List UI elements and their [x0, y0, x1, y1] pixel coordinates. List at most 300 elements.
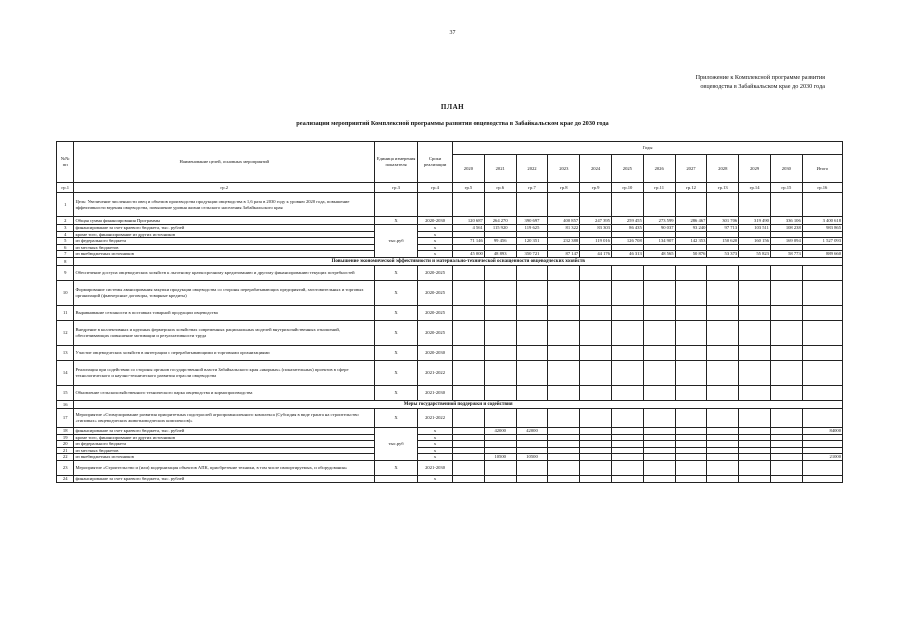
value-cell [675, 434, 707, 441]
column-label: гр.7 [516, 183, 548, 193]
document-title: ПЛАН [440, 103, 465, 111]
value-cell [516, 475, 548, 482]
value-cell [770, 408, 802, 427]
table-row [57, 265, 843, 280]
value-cell [484, 231, 516, 238]
value-cell [611, 460, 643, 475]
value-cell [611, 447, 643, 454]
term-cell: 2021-2030 [418, 460, 453, 475]
term-cell: 2021-2022 [418, 360, 453, 385]
row-number: 16 [57, 400, 74, 408]
header-year: 2025 [611, 155, 643, 183]
value-cell [580, 475, 612, 482]
value-cell [611, 244, 643, 251]
table-row [57, 434, 843, 441]
value-cell [675, 244, 707, 251]
value-cell: 90 037 [643, 225, 675, 232]
value-cell: 4 561 [453, 225, 485, 232]
column-label: гр.15 [770, 183, 802, 193]
value-cell: 301 706 [707, 217, 739, 225]
value-cell [611, 320, 643, 345]
empty-cell [643, 193, 675, 217]
value-cell [675, 265, 707, 280]
term-cell: х [418, 244, 453, 251]
table-row [57, 447, 843, 454]
total-cell [802, 441, 842, 448]
total-cell [802, 447, 842, 454]
value-cell [707, 427, 739, 434]
value-cell [580, 434, 612, 441]
value-cell [707, 345, 739, 360]
header-term: Сроки реализации [418, 142, 453, 183]
row-number: 23 [57, 460, 74, 475]
column-label: гр.10 [611, 183, 643, 193]
total-cell [802, 408, 842, 427]
total-cell: 889 660 [802, 251, 842, 258]
appendix-line-2: овцеводства в Забайкальском крае до 2030 года [700, 83, 825, 90]
appendix-line-1: Приложение к Комплексной программе развития [695, 74, 825, 81]
empty-cell [548, 193, 580, 217]
value-cell: 134 907 [643, 238, 675, 245]
value-cell [484, 408, 516, 427]
column-label: гр.13 [707, 183, 739, 193]
row-number: 20 [57, 441, 74, 448]
empty-cell [739, 193, 771, 217]
total-cell [802, 320, 842, 345]
value-cell [770, 434, 802, 441]
value-cell [548, 360, 580, 385]
value-cell [453, 244, 485, 251]
header-row [57, 142, 843, 155]
value-cell [611, 345, 643, 360]
value-cell [516, 265, 548, 280]
header-name: Наименование целей, основных мероприятий [74, 142, 375, 183]
value-cell [707, 447, 739, 454]
value-cell [675, 475, 707, 482]
term-cell: 2020-2025 [418, 280, 453, 305]
activity-name: из внебюджетных источников [74, 454, 375, 461]
term-cell: х [418, 238, 453, 245]
column-label: гр.11 [643, 183, 675, 193]
value-cell [770, 460, 802, 475]
table-row [57, 360, 843, 385]
value-cell [516, 345, 548, 360]
value-cell [739, 360, 771, 385]
total-cell: 1 527 093 [802, 238, 842, 245]
activity-name: из местных бюджетов [74, 244, 375, 251]
value-cell [707, 434, 739, 441]
term-cell: х [418, 231, 453, 238]
value-cell [548, 265, 580, 280]
header-year: 2022 [516, 155, 548, 183]
value-cell [675, 385, 707, 400]
unit-cell: Х [375, 360, 418, 385]
value-cell: 286 467 [675, 217, 707, 225]
value-cell [580, 320, 612, 345]
empty-cell [375, 193, 418, 217]
value-cell: 42000 [484, 427, 516, 434]
value-cell [739, 320, 771, 345]
value-cell: 150 620 [707, 238, 739, 245]
value-cell: 93 240 [675, 225, 707, 232]
total-cell: 983 865 [802, 225, 842, 232]
header-year: 2030 [770, 155, 802, 183]
value-cell [548, 244, 580, 251]
row-number: 2 [57, 217, 74, 225]
empty-cell [516, 193, 548, 217]
value-cell [484, 460, 516, 475]
value-cell [453, 345, 485, 360]
activity-name: из местных бюджетов [74, 447, 375, 454]
value-cell [739, 305, 771, 320]
value-cell [707, 454, 739, 461]
empty-cell [770, 193, 802, 217]
value-cell [675, 427, 707, 434]
value-cell [770, 320, 802, 345]
value-cell [643, 244, 675, 251]
value-cell [739, 454, 771, 461]
value-cell [548, 427, 580, 434]
value-cell [580, 447, 612, 454]
value-cell: 48 893 [484, 251, 516, 258]
total-cell: 84000 [802, 427, 842, 434]
appendix-note [600, 73, 825, 91]
value-cell [707, 231, 739, 238]
column-label: гр.2 [74, 183, 375, 193]
unit-cell: Х [375, 280, 418, 305]
value-cell [770, 427, 802, 434]
total-cell: 21000 [802, 454, 842, 461]
value-cell [516, 305, 548, 320]
value-cell [739, 345, 771, 360]
value-cell [453, 385, 485, 400]
value-cell [707, 280, 739, 305]
header-year: 2026 [643, 155, 675, 183]
plan-table [56, 141, 843, 483]
value-cell [770, 385, 802, 400]
total-cell [802, 265, 842, 280]
value-cell [643, 280, 675, 305]
row-number: 22 [57, 454, 74, 461]
value-cell [484, 475, 516, 482]
unit-cell: тыс.руб [375, 427, 418, 460]
header-num: №№ пп [57, 142, 74, 183]
value-cell [548, 460, 580, 475]
value-cell [611, 265, 643, 280]
value-cell [770, 244, 802, 251]
term-cell: 2020-2030 [418, 217, 453, 225]
value-cell [484, 385, 516, 400]
value-cell [580, 305, 612, 320]
empty-cell [802, 193, 842, 217]
value-cell [675, 408, 707, 427]
unit-cell: Х [375, 408, 418, 427]
value-cell [643, 345, 675, 360]
total-cell [802, 385, 842, 400]
value-cell [580, 460, 612, 475]
table-row [57, 305, 843, 320]
value-cell [516, 231, 548, 238]
value-cell: 350 721 [516, 251, 548, 258]
table-row [57, 460, 843, 475]
unit-cell: Х [375, 385, 418, 400]
value-cell [548, 385, 580, 400]
value-cell [675, 305, 707, 320]
activity-name: Реализация при содействии со стороны органов государственной власти Забайкальского края «якорных» (показательных) проектов в сфере технологического и научно-технического развития отрасли овцеводства [74, 360, 375, 385]
term-cell: 2021-2022 [418, 408, 453, 427]
value-cell [770, 231, 802, 238]
value-cell [548, 447, 580, 454]
value-cell [739, 265, 771, 280]
value-cell [770, 475, 802, 482]
value-cell: 48 565 [643, 251, 675, 258]
row-number: 3 [57, 225, 74, 232]
value-cell [707, 265, 739, 280]
value-cell [675, 280, 707, 305]
value-cell [516, 441, 548, 448]
value-cell [643, 475, 675, 482]
value-cell: 120 687 [453, 217, 485, 225]
row-number: 5 [57, 238, 74, 245]
term-cell: х [418, 225, 453, 232]
value-cell [580, 385, 612, 400]
table-row [57, 280, 843, 305]
value-cell [770, 265, 802, 280]
value-cell: 45 000 [453, 251, 485, 258]
activity-name: Общая сумма финансирования Программы [74, 217, 375, 225]
activity-name: Мероприятие «Стимулирование развития приоритетных подотраслей агропромышленного комплекса (Субсидия в виде гранта на строительство «типовых» овцеводческих животноводческих комплексов)» [74, 408, 375, 427]
activity-name: из федерального бюджета [74, 238, 375, 245]
value-cell [770, 345, 802, 360]
value-cell [611, 427, 643, 434]
value-cell [770, 280, 802, 305]
value-cell [516, 434, 548, 441]
value-cell [453, 280, 485, 305]
value-cell [707, 408, 739, 427]
column-labels-row [57, 183, 843, 193]
value-cell [611, 408, 643, 427]
value-cell [739, 385, 771, 400]
row-number: 14 [57, 360, 74, 385]
row-number: 11 [57, 305, 74, 320]
unit-cell: тыс.руб [375, 225, 418, 258]
value-cell [675, 231, 707, 238]
value-cell [548, 231, 580, 238]
value-cell [770, 441, 802, 448]
term-cell: 2020-2030 [418, 345, 453, 360]
header-year: 2027 [675, 155, 707, 183]
total-cell [802, 280, 842, 305]
value-cell [611, 441, 643, 448]
value-cell [453, 360, 485, 385]
value-cell [770, 447, 802, 454]
value-cell [707, 305, 739, 320]
column-label: гр.14 [739, 183, 771, 193]
value-cell [580, 345, 612, 360]
header-years-group: Годы [453, 142, 843, 155]
value-cell [611, 475, 643, 482]
value-cell [739, 460, 771, 475]
value-cell [453, 434, 485, 441]
value-cell: 319 490 [739, 217, 771, 225]
row-number: 17 [57, 408, 74, 427]
value-cell [516, 244, 548, 251]
value-cell [643, 447, 675, 454]
value-cell [580, 244, 612, 251]
row-number: 21 [57, 447, 74, 454]
term-cell: х [418, 475, 453, 482]
value-cell: 86 435 [611, 225, 643, 232]
term-cell: х [418, 441, 453, 448]
value-cell [611, 434, 643, 441]
table-row [57, 251, 843, 258]
value-cell: 390 697 [516, 217, 548, 225]
value-cell [739, 434, 771, 441]
value-cell: 120 351 [516, 238, 548, 245]
value-cell [739, 231, 771, 238]
table-row [57, 400, 843, 408]
value-cell [611, 385, 643, 400]
value-cell [643, 454, 675, 461]
value-cell [643, 441, 675, 448]
empty-cell [418, 193, 453, 217]
header-year: 2029 [739, 155, 771, 183]
value-cell [453, 320, 485, 345]
column-label: гр.9 [580, 183, 612, 193]
value-cell [516, 360, 548, 385]
value-cell [643, 265, 675, 280]
table-row [57, 244, 843, 251]
value-cell [611, 360, 643, 385]
value-cell [643, 460, 675, 475]
value-cell [643, 385, 675, 400]
activity-name: финансирование за счет краевого бюджета, тыс. рублей [74, 225, 375, 232]
row-number: 19 [57, 434, 74, 441]
row-number: 1 [57, 193, 74, 217]
value-cell [611, 231, 643, 238]
value-cell [484, 345, 516, 360]
value-cell [707, 385, 739, 400]
value-cell [453, 231, 485, 238]
value-cell [453, 427, 485, 434]
column-label: гр.8 [548, 183, 580, 193]
table-row [57, 257, 843, 265]
header-year: 2028 [707, 155, 739, 183]
activity-name: Мероприятие «Строительство и (или) модернизация объектов АПК, приобретение техники, в том числе импортируемых, и оборудования» [74, 460, 375, 475]
row-number: 12 [57, 320, 74, 345]
value-cell [770, 305, 802, 320]
column-label: гр.6 [484, 183, 516, 193]
value-cell: 97 713 [707, 225, 739, 232]
activity-name: финансирование за счет краевого бюджета, тыс. рублей [74, 475, 375, 482]
total-cell [802, 305, 842, 320]
value-cell [675, 454, 707, 461]
empty-cell [707, 193, 739, 217]
value-cell [453, 441, 485, 448]
unit-cell: Х [375, 217, 418, 225]
value-cell [516, 460, 548, 475]
activity-name: из федерального бюджета [74, 441, 375, 448]
value-cell [739, 427, 771, 434]
activity-name: Обновление сельскохозяйственного технического парка овцеводства и кормопроизводства [74, 385, 375, 400]
table-row [57, 217, 843, 225]
value-cell [707, 244, 739, 251]
activity-name: Формирование системы авансирования закупки продукции овцеводства со стороны перерабатывающих предприятий, заготовительных и торговых организаций (фьючерсные договоры, товарные кредиты) [74, 280, 375, 305]
value-cell [707, 475, 739, 482]
value-cell: 247 395 [580, 217, 612, 225]
column-label: гр.3 [375, 183, 418, 193]
value-cell [453, 454, 485, 461]
value-cell [580, 441, 612, 448]
value-cell [580, 280, 612, 305]
empty-cell [611, 193, 643, 217]
activity-name: кроме того, финансирование из других источников [74, 434, 375, 441]
header-total: Итого [802, 155, 842, 183]
row-number: 10 [57, 280, 74, 305]
value-cell [675, 447, 707, 454]
value-cell: 400 857 [548, 217, 580, 225]
total-cell [802, 360, 842, 385]
value-cell: 53 373 [707, 251, 739, 258]
total-cell [802, 475, 842, 482]
value-cell [739, 408, 771, 427]
header-year: 2020 [453, 155, 485, 183]
value-cell [611, 454, 643, 461]
value-cell [548, 345, 580, 360]
table-row [57, 475, 843, 482]
value-cell [548, 408, 580, 427]
header-year: 2021 [484, 155, 516, 183]
value-cell [516, 447, 548, 454]
activity-name: Внедрение в коллективных и крупных фермерских хозяйствах современных рациональных моделей внутрихозяйственных отношений, обеспечивающих повышение мотивации и результативности труда [74, 320, 375, 345]
value-cell: 119 625 [516, 225, 548, 232]
document-subtitle: реализации мероприятий Комплексной программы развития овцеводства в Забайкальском крае до 2030 года [296, 120, 609, 127]
value-cell [516, 320, 548, 345]
section-heading: Меры государственной поддержки и содействия [74, 400, 843, 408]
row-number: 24 [57, 475, 74, 482]
unit-cell: Х [375, 320, 418, 345]
table-row [57, 441, 843, 448]
column-label: гр.16 [802, 183, 842, 193]
header-year: 2024 [580, 155, 612, 183]
value-cell: 232 388 [548, 238, 580, 245]
value-cell [453, 460, 485, 475]
value-cell [580, 454, 612, 461]
value-cell [484, 244, 516, 251]
value-cell: 50 876 [675, 251, 707, 258]
value-cell: 259 455 [611, 217, 643, 225]
value-cell: 119 016 [580, 238, 612, 245]
table-row [57, 238, 843, 245]
value-cell [580, 265, 612, 280]
value-cell: 99 456 [484, 238, 516, 245]
value-cell: 10500 [484, 454, 516, 461]
value-cell [739, 280, 771, 305]
value-cell: 44 176 [580, 251, 612, 258]
value-cell: 115 920 [484, 225, 516, 232]
value-cell [675, 360, 707, 385]
value-cell [453, 475, 485, 482]
column-label: гр.5 [453, 183, 485, 193]
value-cell [453, 447, 485, 454]
total-cell [802, 231, 842, 238]
value-cell [484, 265, 516, 280]
value-cell [516, 408, 548, 427]
value-cell [739, 441, 771, 448]
value-cell: 142 353 [675, 238, 707, 245]
value-cell [484, 280, 516, 305]
value-cell: 46 313 [611, 251, 643, 258]
